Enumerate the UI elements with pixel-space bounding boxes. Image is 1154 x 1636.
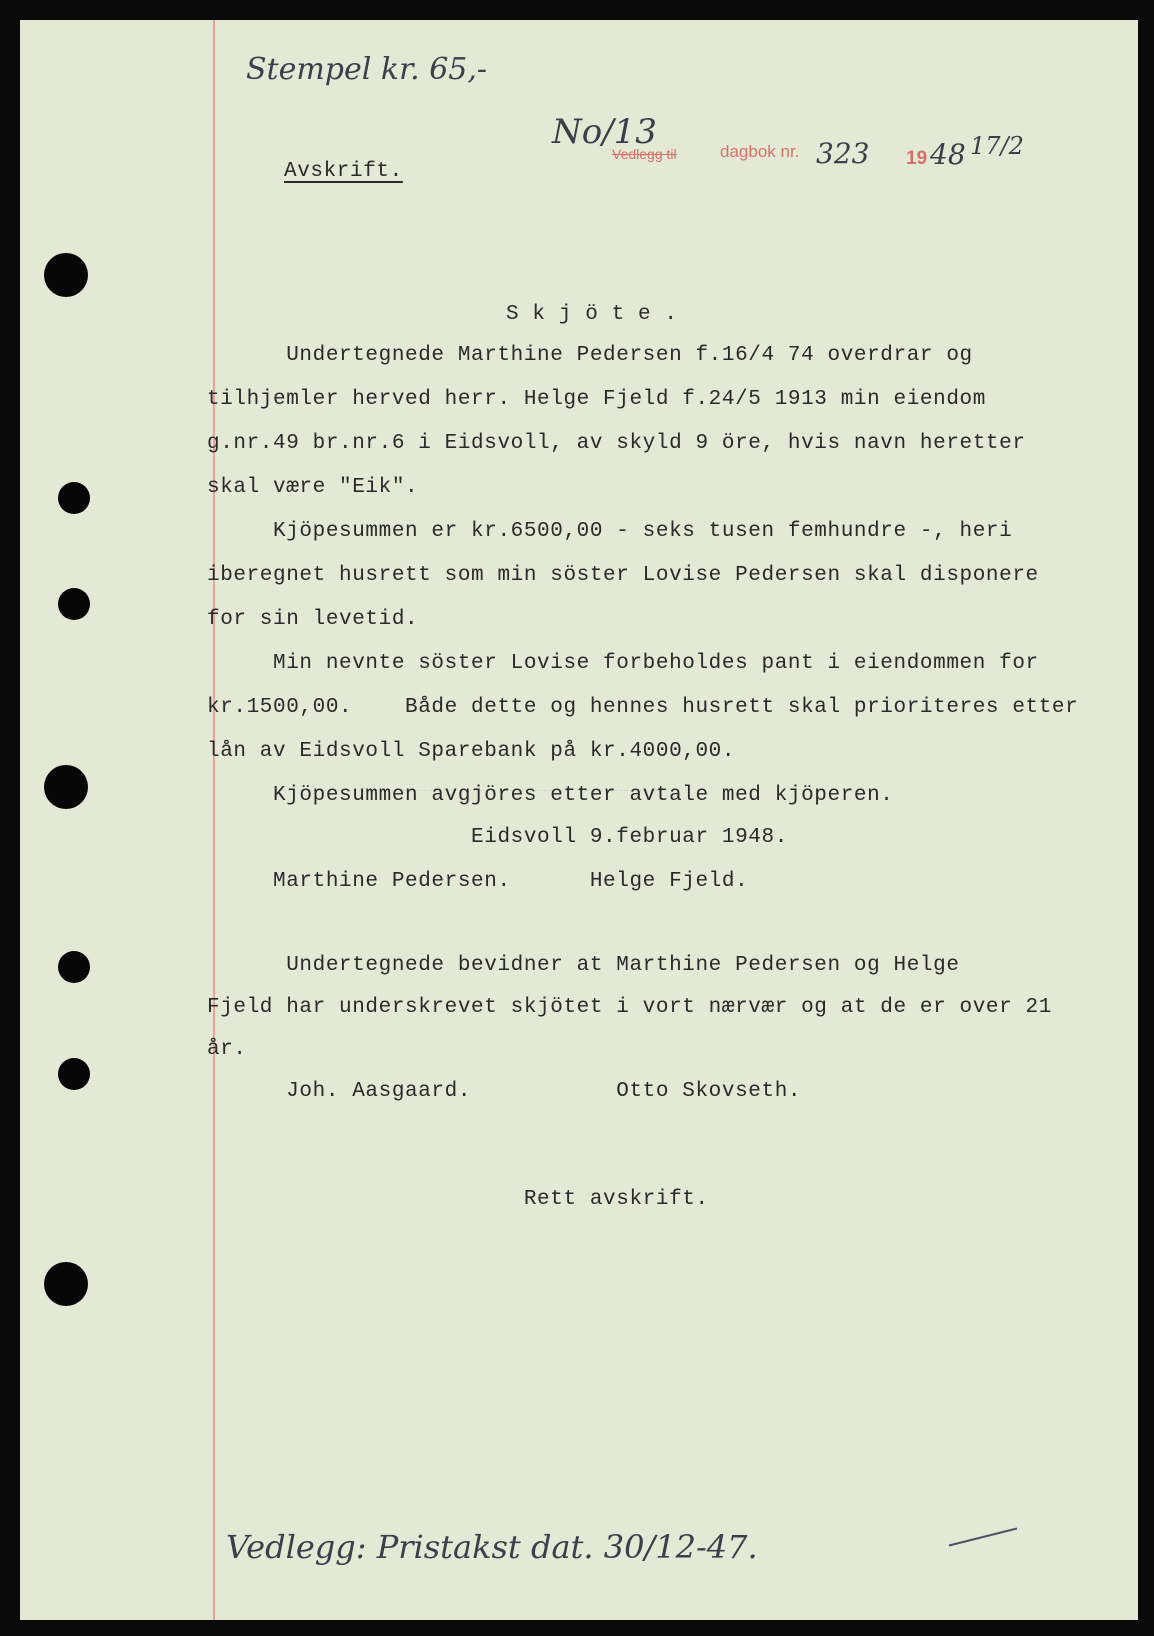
pen-stroke <box>949 1528 1017 1547</box>
punch-hole <box>58 1058 90 1090</box>
body-line: kr.1500,00. Både dette og hennes husrett skal prioriteres etter <box>207 696 1079 719</box>
punch-hole <box>44 253 88 297</box>
stamp-dagbok-label: dagbok nr. <box>720 142 800 161</box>
body-line: for sin levetid. <box>207 608 419 631</box>
body-line: Kjöpesummen er kr.6500,00 - seks tusen femhundre -, heri <box>207 520 1013 543</box>
body-line: år. <box>207 1038 247 1061</box>
punch-hole <box>44 1262 88 1306</box>
body-line: iberegnet husrett som min söster Lovise Pedersen skal disponere <box>207 564 1039 587</box>
handwritten-dagbok-number: 323 <box>816 137 870 170</box>
handwritten-footer-note: Vedlegg: Pristakst dat. 30/12-47. <box>226 1528 758 1566</box>
document-page <box>20 20 1138 1620</box>
body-line: g.nr.49 br.nr.6 i Eidsvoll, av skyld 9 öre, hvis navn heretter <box>207 432 1026 455</box>
punch-hole <box>58 482 90 514</box>
stamp-vedlegg-label: Vedlegg til <box>612 146 677 162</box>
body-line: Fjeld har underskrevet skjötet i vort nærvær og at de er over 21 <box>207 996 1052 1019</box>
document-heading: Avskrift. <box>284 160 403 183</box>
body-line: Eidsvoll 9.februar 1948. <box>207 826 788 849</box>
handwritten-stempel: Stempel kr. 65,- <box>246 52 488 87</box>
body-line: tilhjemler herved herr. Helge Fjeld f.24/5 1913 min eiendom <box>207 388 986 411</box>
body-line: Kjöpesummen avgjöres etter avtale med kjöperen. <box>207 784 894 807</box>
margin-rule <box>213 20 215 1620</box>
body-line: Min nevnte söster Lovise forbeholdes pant i eiendommen for <box>207 652 1039 675</box>
punch-hole <box>58 951 90 983</box>
handwritten-year: 48 <box>930 138 966 171</box>
body-line: Marthine Pedersen. Helge Fjeld. <box>207 870 749 893</box>
body-line: Undertegnede Marthine Pedersen f.16/4 74 overdrar og <box>207 344 973 367</box>
handwritten-date: 17/2 <box>970 132 1024 160</box>
body-line: Joh. Aasgaard. Otto Skovseth. <box>207 1080 802 1103</box>
stamp-year-prefix: 19 <box>906 148 928 169</box>
handwritten-entry-number: No/13 <box>552 112 657 152</box>
punch-hole <box>58 588 90 620</box>
body-line: Undertegnede bevidner at Marthine Pedersen og Helge <box>207 954 960 977</box>
body-line: Rett avskrift. <box>207 1188 709 1211</box>
body-line: lån av Eidsvoll Sparebank på kr.4000,00. <box>207 740 736 763</box>
document-title: S k j ö t e . <box>506 303 678 326</box>
body-line: skal være "Eik". <box>207 476 419 499</box>
punch-hole <box>44 765 88 809</box>
